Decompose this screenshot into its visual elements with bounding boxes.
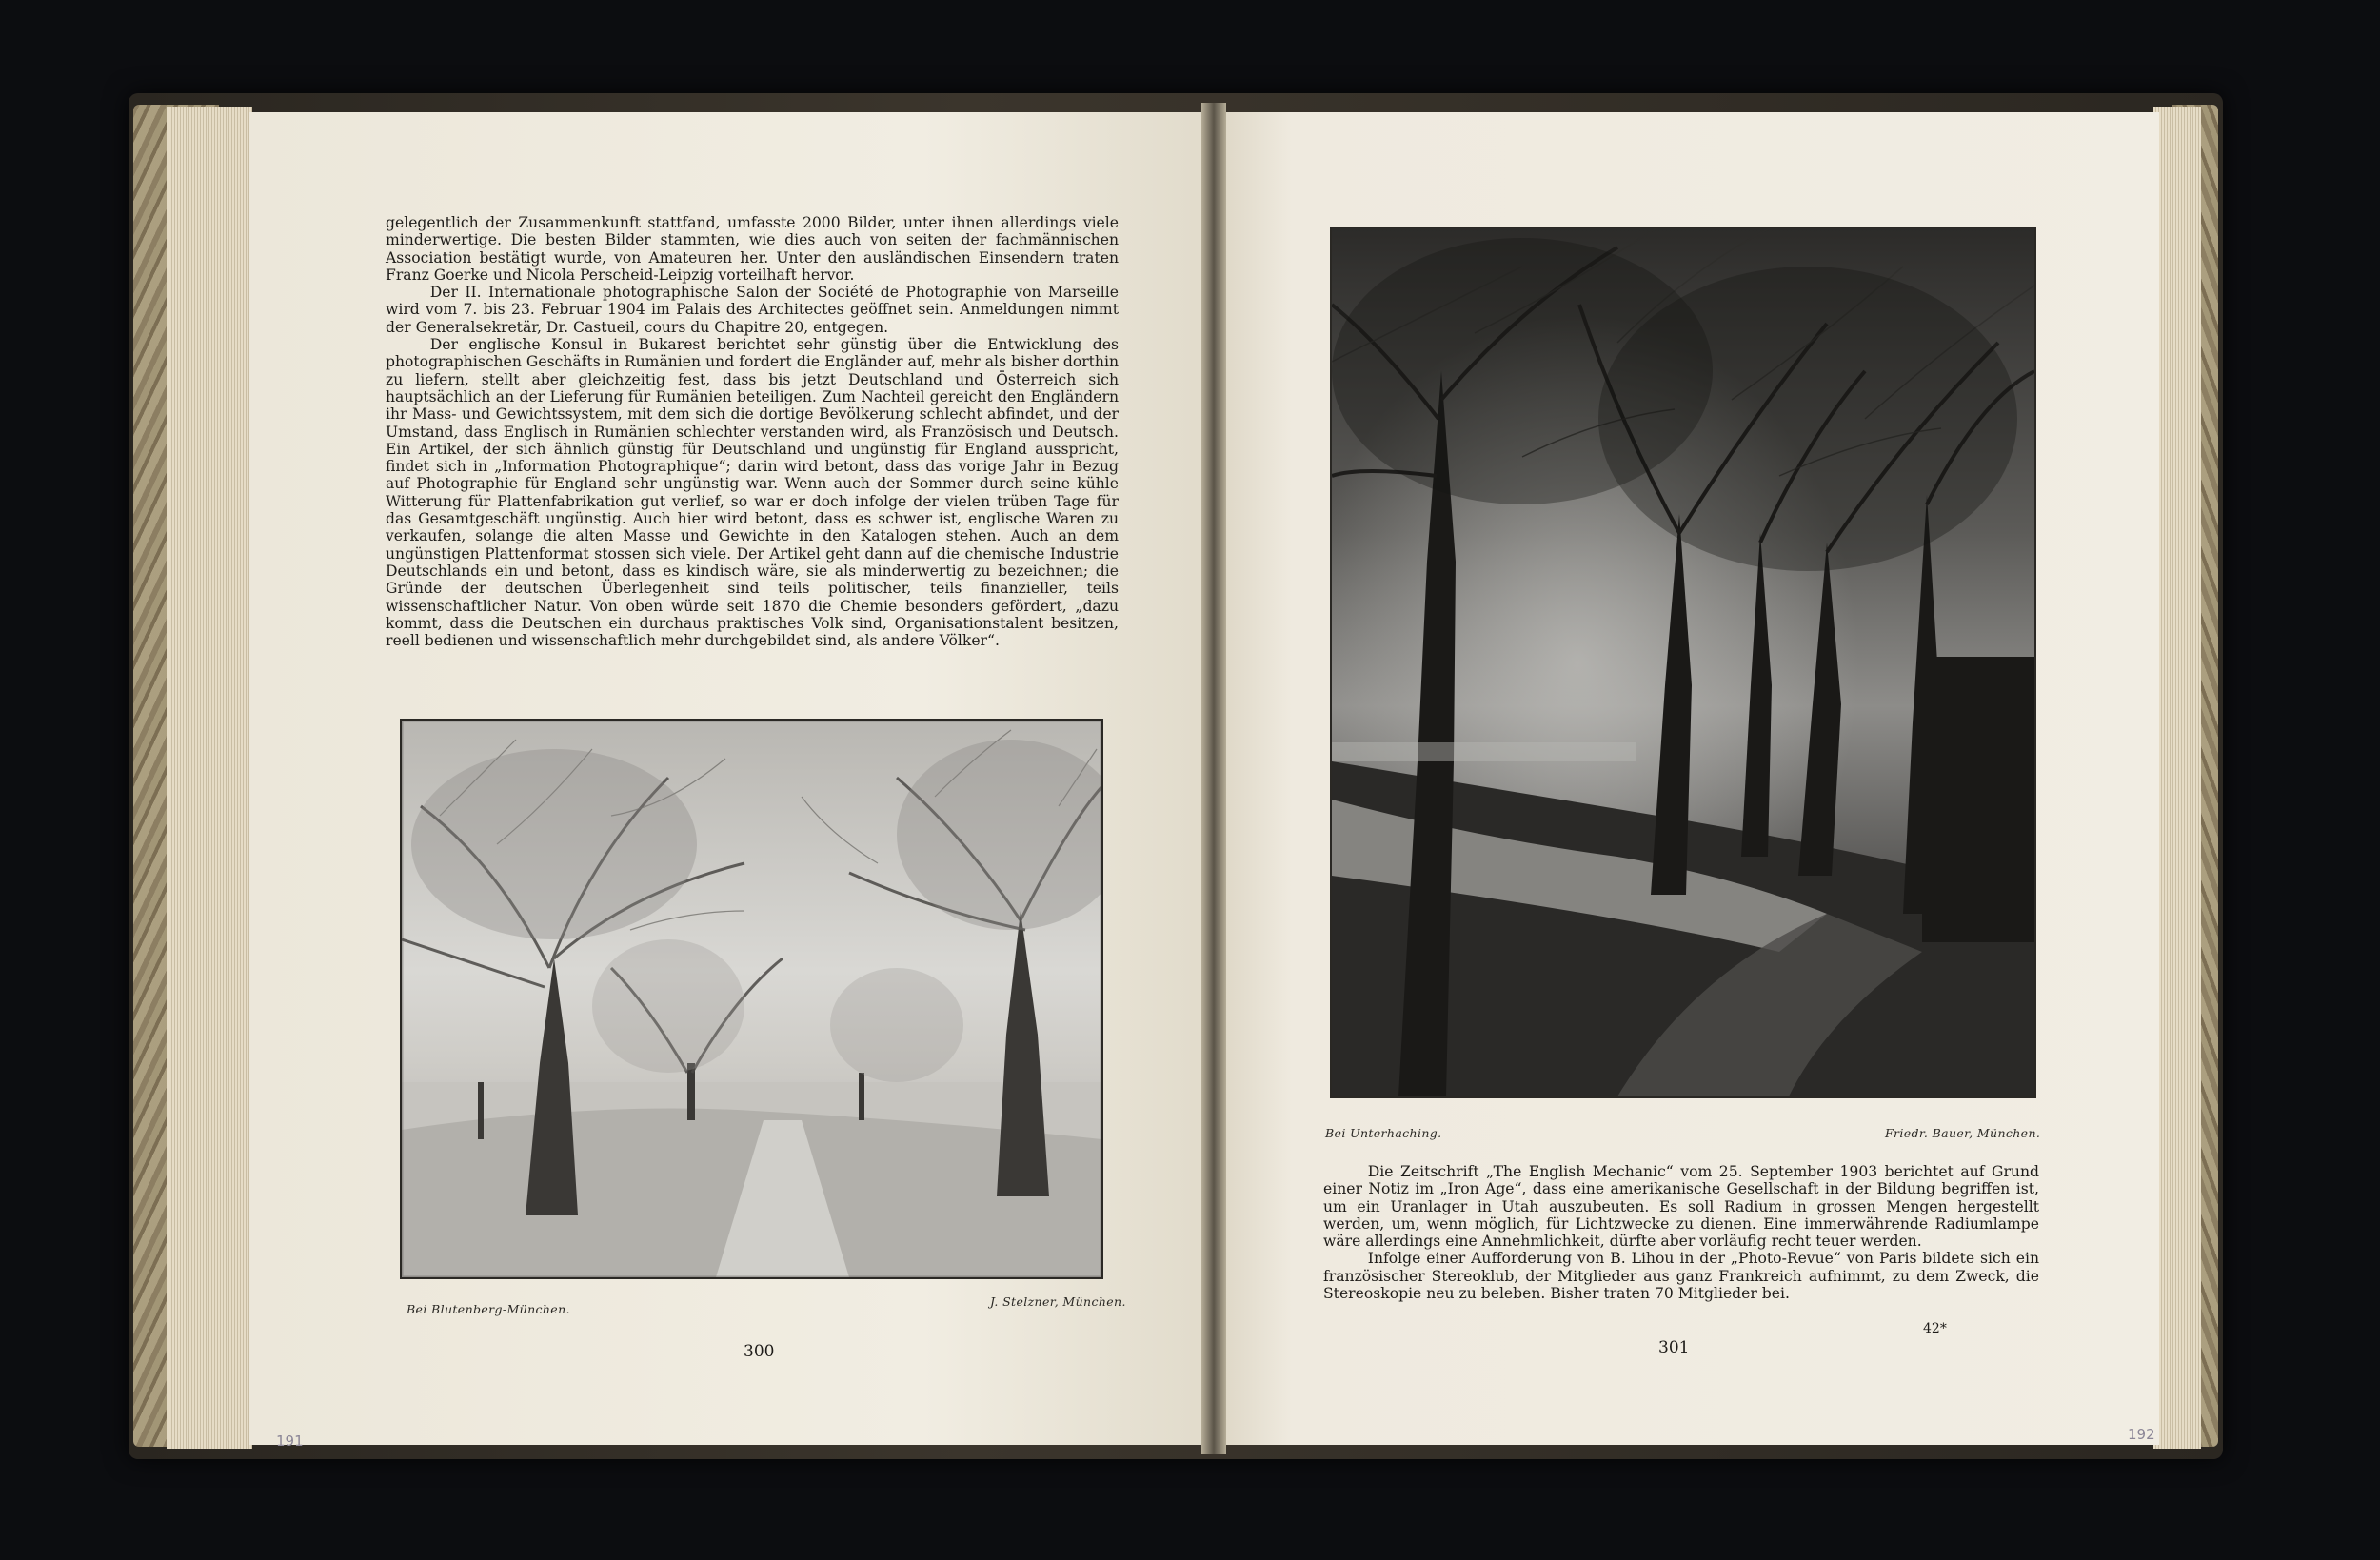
paragraph: Der englische Konsul in Bukarest berichtet sehr günstig über die Entwicklung des photographischen Geschäfts in Rumänien und fordert die Engländer auf, mehr als bisher dorthin zu liefern, stellt aber gleichzeitig fest, dass bis jetzt Deutschland und Österreich sich hauptsächlich an der Lieferung für Rumänien beteiligen. Zum Nachteil gereicht den Engländern ihr Mass- und Gewichtssystem, mit dem sich die dortige Bevölkerung schlecht abfindet, und der Umstand, dass Englisch in Rumänien schlechter verstanden wird, als Französisch und Deutsch. Ein Artikel, der sich ähnlich günstig für Deutschland und ungünstig für England ausspricht, findet sich in „Information Photographique“; darin wird betont, dass das vorige Jahr in Bezug auf Photographie für England sehr ungünstig war. Wenn auch der Sommer durch seine kühle Witterung für Plattenfabrikation gut verlief, so war er doch infolge der vielen trüben Tage für das Gesamtgeschäft ungünstig. Auch hier wird betont, dass es schwer ist, englische Waren zu verkaufen, solange die alten Masse und Gewichte in den Katalogen stehen. Auch an dem ungünstigen Plattenformat stossen sich viele. Der Artikel geht dann auf die chemische Industrie Deutschlands ein und betont, dass es kindisch wäre, sie als minderwertig zu bezeichnen; die Gründe der deutschen Überlegenheit sind teils politischer, teils finanzieller, teils wissenschaftlicher Natur. Von oben würde seit 1870 die Chemie besonders gefördert, „dazu kommt, dass die Deutschen ein durchaus praktisches Volk sind, Organisationstalent besitzen, reell bedienen und wissenschaftlich mehr durchgebildet sind, als andere Völker“. [386, 336, 1119, 650]
pencil-mark-left: 191 [276, 1432, 304, 1450]
book-gutter [1201, 103, 1226, 1454]
photo-caption-photographer: Friedr. Bauer, München. [1885, 1126, 2041, 1140]
page-block-edge-left [167, 107, 252, 1449]
paragraph: Der II. Internationale photographische Salon der Société de Photographie von Marseille wird vom 7. bis 23. Februar 1904 im Palais des Architectes geöffnet sein. Anmeldungen nimmt der Generalsekretär, Dr. Castueil, cours du Chapitre 20, entgegen. [386, 284, 1119, 336]
left-page-text [386, 214, 1119, 649]
paragraph: Infolge einer Aufforderung von B. Lihou in der „Photo-Revue“ von Paris bildete sich ein französischer Stereoklub, der Mitglieder aus ganz Frankreich aufnimmt, zu dem Zweck, die Stereoskopie neu zu beleben. Bisher traten 70 Mitglieder bei. [1323, 1250, 2039, 1303]
page-number-right: 301 [1658, 1338, 1690, 1357]
paragraph: gelegentlich der Zusammenkunft stattfand, umfasste 2000 Bilder, unter ihnen allerdings viele minderwertige. Die besten Bilder stammten, wie dies auch von seiten der fachmännischen Association bestätigt wurde, von Amateuren her. Unter den ausländischen Einsendern traten Franz Goerke und Nicola Perscheid-Leipzig vorteilhaft hervor. [386, 214, 1119, 284]
photo-snowy-avenue [400, 719, 1103, 1279]
photo-caption-location: Bei Blutenberg-München. [407, 1302, 570, 1316]
photo-trees-by-stream [1330, 227, 2036, 1098]
right-page-text [1323, 1163, 2039, 1302]
photo-caption-photographer: J. Stelzner, München. [990, 1294, 1126, 1309]
page-number-left: 300 [744, 1342, 775, 1361]
paragraph: Die Zeitschrift „The English Mechanic“ vom 25. September 1903 berichtet auf Grund einer Notiz im „Iron Age“, dass eine amerikanische Gesellschaft in der Bildung begriffen ist, um ein Uranlager in Utah auszubeuten. Es soll Radium in grossen Mengen hergestellt werden, um, wenn möglich, für Lichtzwecke zu dienen. Eine immerwährende Radiumlampe wäre allerdings eine Annehmlichkeit, dürfte aber vorläufig recht teuer werden. [1323, 1163, 2039, 1251]
pencil-mark-right: 192 [2128, 1426, 2155, 1443]
signature-mark: 42* [1923, 1321, 1947, 1336]
page-block-edge-right [2153, 107, 2201, 1449]
photo-caption-location: Bei Unterhaching. [1325, 1126, 1442, 1140]
